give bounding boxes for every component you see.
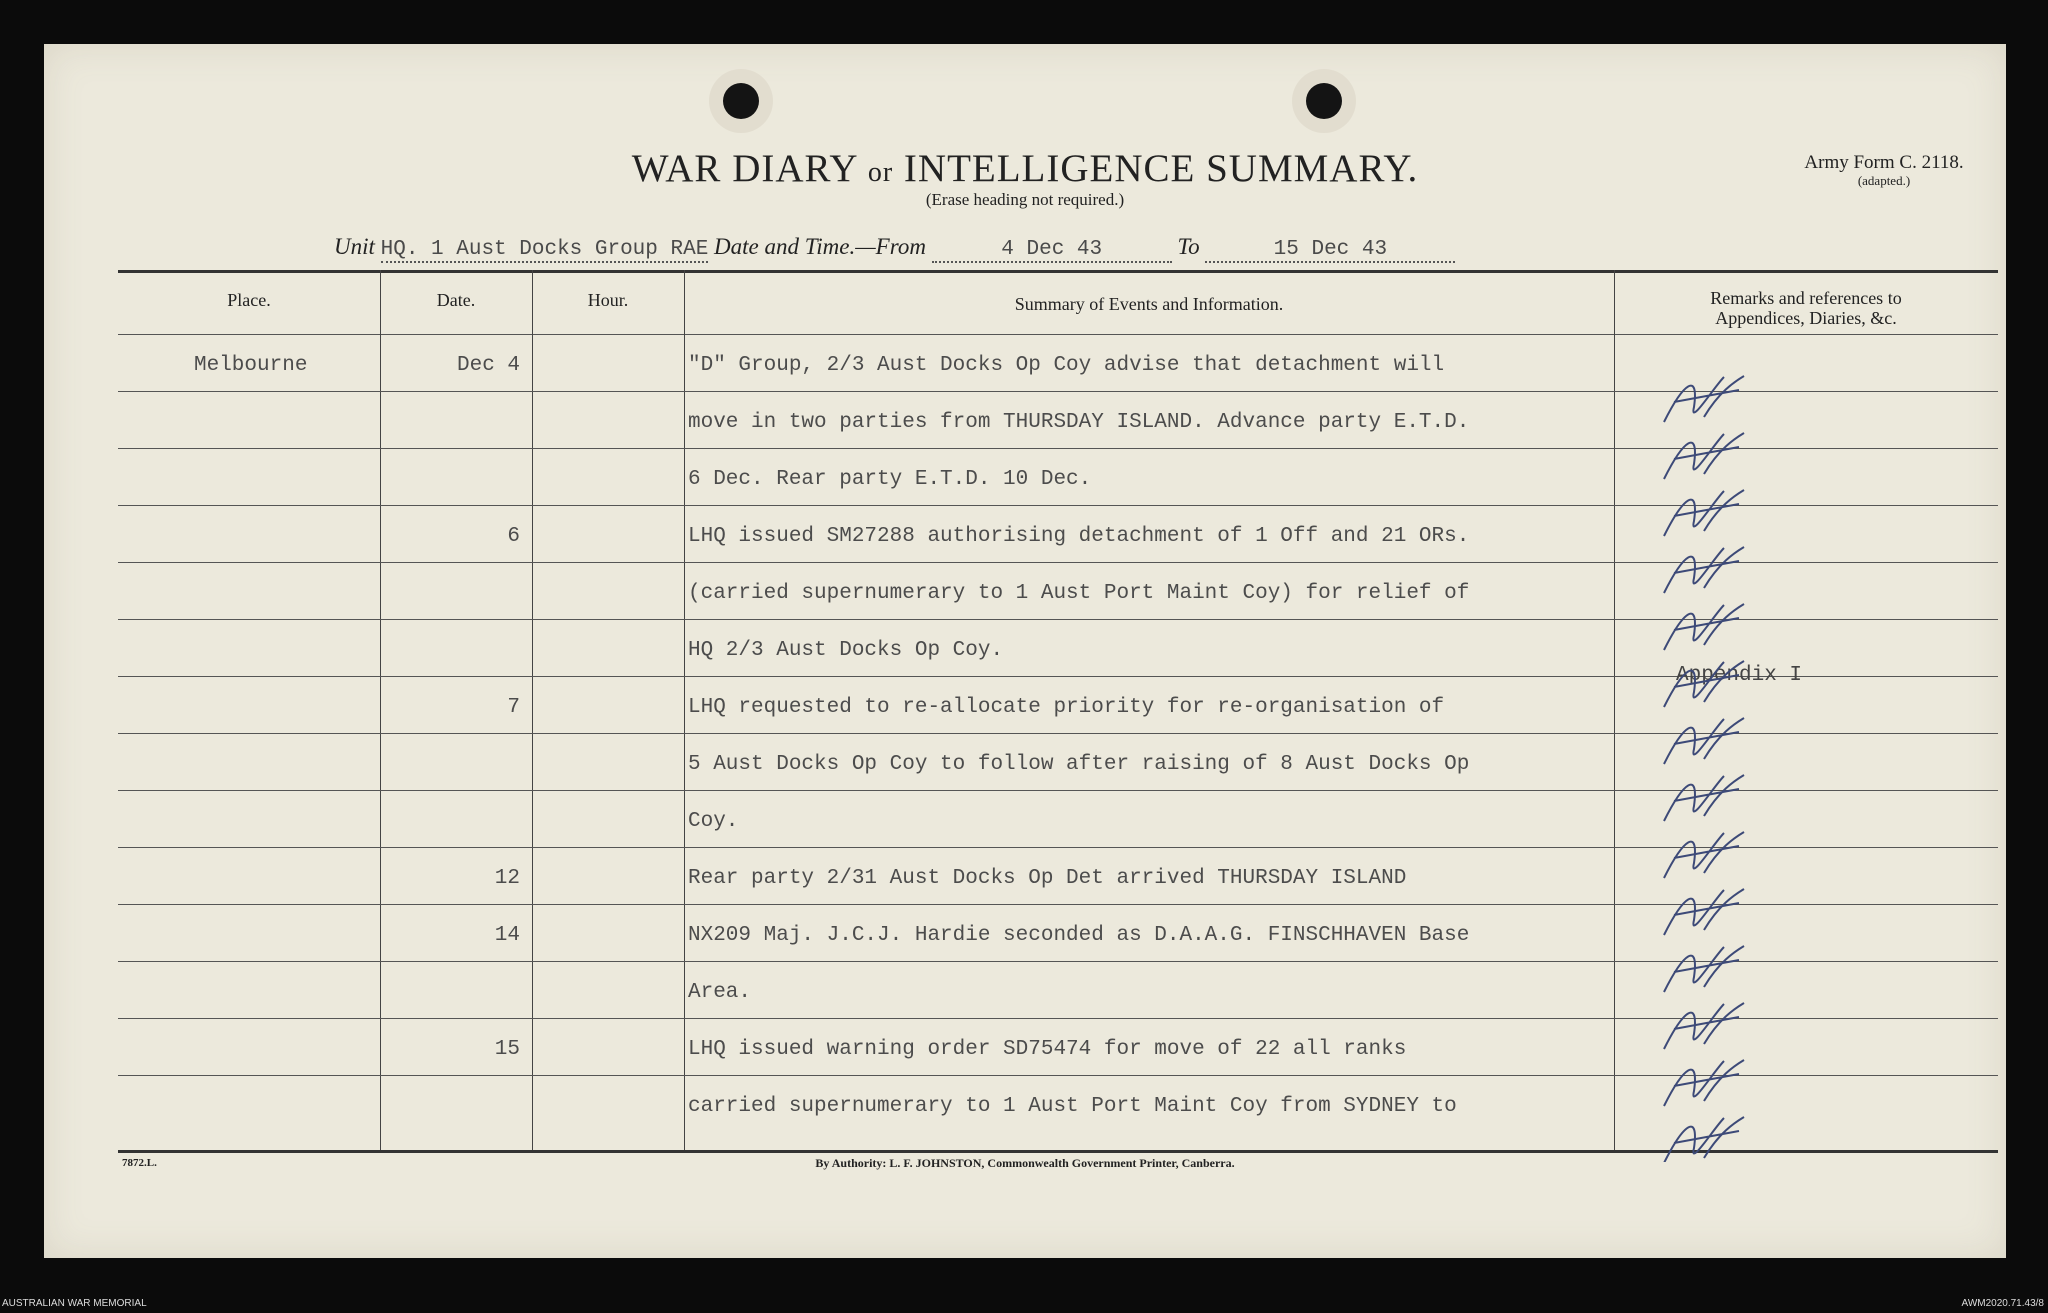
top-rule bbox=[118, 270, 1998, 273]
row-summary-text: Area. bbox=[688, 981, 752, 1004]
col-header-summary: Summary of Events and Information. bbox=[1014, 294, 1284, 314]
row-date: 12 bbox=[494, 867, 520, 890]
row-summary-text: HQ 2/3 Aust Docks Op Coy. bbox=[688, 639, 1004, 662]
col-header-date: Date. bbox=[436, 290, 476, 310]
row-date: 14 bbox=[494, 924, 520, 947]
initials-mark bbox=[1664, 946, 1744, 992]
unit-label: Unit bbox=[334, 234, 375, 259]
col-header-remarks: Remarks and references to Appendices, Diaries, &c. bbox=[1710, 288, 1902, 328]
archive-label: AUSTRALIAN WAR MEMORIAL bbox=[2, 1298, 147, 1309]
row-date: Dec 4 bbox=[456, 354, 520, 377]
initials-mark bbox=[1664, 1003, 1744, 1049]
initials-mark bbox=[1664, 433, 1744, 479]
date-to: 15 Dec 43 bbox=[1205, 238, 1455, 263]
row-summary-text: (carried supernumerary to 1 Aust Port Maint Coy) for relief of bbox=[688, 582, 1470, 605]
initials-mark bbox=[1664, 604, 1744, 650]
date-from: 4 Dec 43 bbox=[932, 238, 1172, 263]
initials-mark bbox=[1664, 661, 1744, 707]
initials-mark bbox=[1664, 376, 1744, 422]
row-date: 6 bbox=[507, 525, 520, 548]
row-summary-text: LHQ issued warning order SD75474 for move of 22 all ranks bbox=[688, 1038, 1407, 1061]
unit-value: HQ. 1 Aust Docks Group RAE bbox=[380, 238, 709, 261]
initials-mark bbox=[1664, 1060, 1744, 1106]
row-summary-text: LHQ issued SM27288 authorising detachment of 1 Off and 21 ORs. bbox=[688, 525, 1470, 548]
col-header-hour: Hour. bbox=[587, 290, 629, 310]
initials-mark bbox=[1664, 547, 1744, 593]
row-date: 7 bbox=[507, 696, 520, 719]
row-place: Melbourne bbox=[194, 354, 308, 377]
row-summary-text: NX209 Maj. J.C.J. Hardie seconded as D.A.A.G. FINSCHHAVEN Base bbox=[688, 924, 1470, 947]
form-title: WAR DIARY or INTELLIGENCE SUMMARY. bbox=[631, 147, 1419, 190]
printer-authority: By Authority: L. F. JOHNSTON, Commonwealth Government Printer, Canberra. bbox=[815, 1156, 1235, 1170]
appendix-reference: Appendix I bbox=[1676, 664, 1803, 687]
row-date: 15 bbox=[494, 1038, 520, 1061]
row-summary-text: Coy. bbox=[688, 810, 739, 833]
archive-reference: AWM2020.71.43/8 bbox=[1961, 1298, 2044, 1309]
initials-mark bbox=[1664, 490, 1744, 536]
row-summary-text: LHQ requested to re-allocate priority for re-organisation of bbox=[688, 696, 1445, 719]
row-summary-text: 5 Aust Docks Op Coy to follow after raising of 8 Aust Docks Op bbox=[688, 753, 1470, 776]
form-number: 7872.L. bbox=[122, 1157, 157, 1169]
row-summary-text: Rear party 2/31 Aust Docks Op Det arrived THURSDAY ISLAND bbox=[688, 867, 1407, 890]
diary-sheet bbox=[44, 44, 2006, 1258]
row-summary-text: 6 Dec. Rear party E.T.D. 10 Dec. bbox=[688, 468, 1092, 491]
army-form-label: Army Form C. 2118. (adapted.) bbox=[1804, 152, 1964, 188]
row-summary-text: carried supernumerary to 1 Aust Port Maint Coy from SYDNEY to bbox=[688, 1095, 1457, 1118]
initials-mark bbox=[1664, 889, 1744, 935]
initials-mark bbox=[1664, 775, 1744, 821]
header-rule bbox=[118, 334, 1998, 335]
initials-signatures bbox=[1644, 362, 1754, 1162]
initials-mark bbox=[1664, 718, 1744, 764]
to-label: To bbox=[1177, 234, 1200, 259]
form-subtitle: (Erase heading not required.) bbox=[925, 190, 1125, 209]
col-header-place: Place. bbox=[227, 290, 271, 310]
row-summary-text: move in two parties from THURSDAY ISLAND. Advance party E.T.D. bbox=[688, 411, 1470, 434]
initials-mark bbox=[1664, 832, 1744, 878]
row-summary-text: "D" Group, 2/3 Aust Docks Op Coy advise that detachment will bbox=[688, 354, 1445, 377]
date-label: Date and Time.—From bbox=[714, 234, 926, 259]
